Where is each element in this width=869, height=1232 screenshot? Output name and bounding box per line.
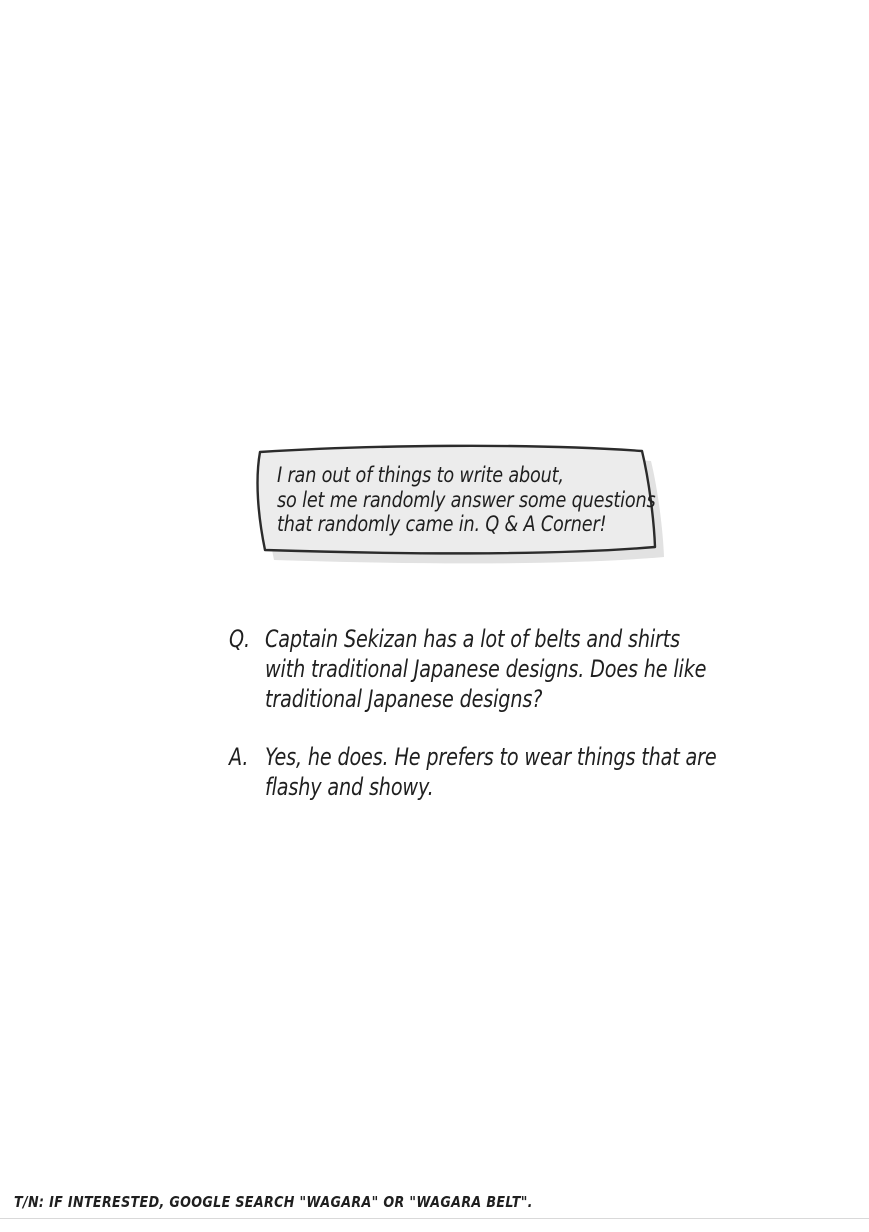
page-bottom-rule — [0, 1218, 869, 1219]
question-line: traditional Japanese designs? — [265, 685, 543, 713]
translator-note: T/N: IF INTERESTED, GOOGLE SEARCH "WAGARA" OR "WAGARA BELT". — [14, 1193, 533, 1211]
answer-text — [265, 742, 717, 802]
question-label: Q. — [229, 625, 250, 653]
answer-label: A. — [229, 743, 249, 771]
note-line: so let me randomly answer some questions — [277, 487, 656, 512]
note-line: that randomly came in. Q & A Corner! — [277, 512, 607, 536]
answer-line: flashy and showy. — [265, 773, 434, 801]
question-line: Captain Sekizan has a lot of belts and shirts — [265, 625, 680, 653]
question-text — [265, 624, 706, 714]
note-line: I ran out of things to write about, — [277, 463, 564, 487]
answer-line: Yes, he does. He prefers to wear things that are — [265, 743, 717, 771]
question-line: with traditional Japanese designs. Does he like — [265, 655, 707, 683]
question-block — [229, 624, 706, 714]
answer-block — [229, 742, 717, 802]
note-box-text — [277, 463, 656, 537]
